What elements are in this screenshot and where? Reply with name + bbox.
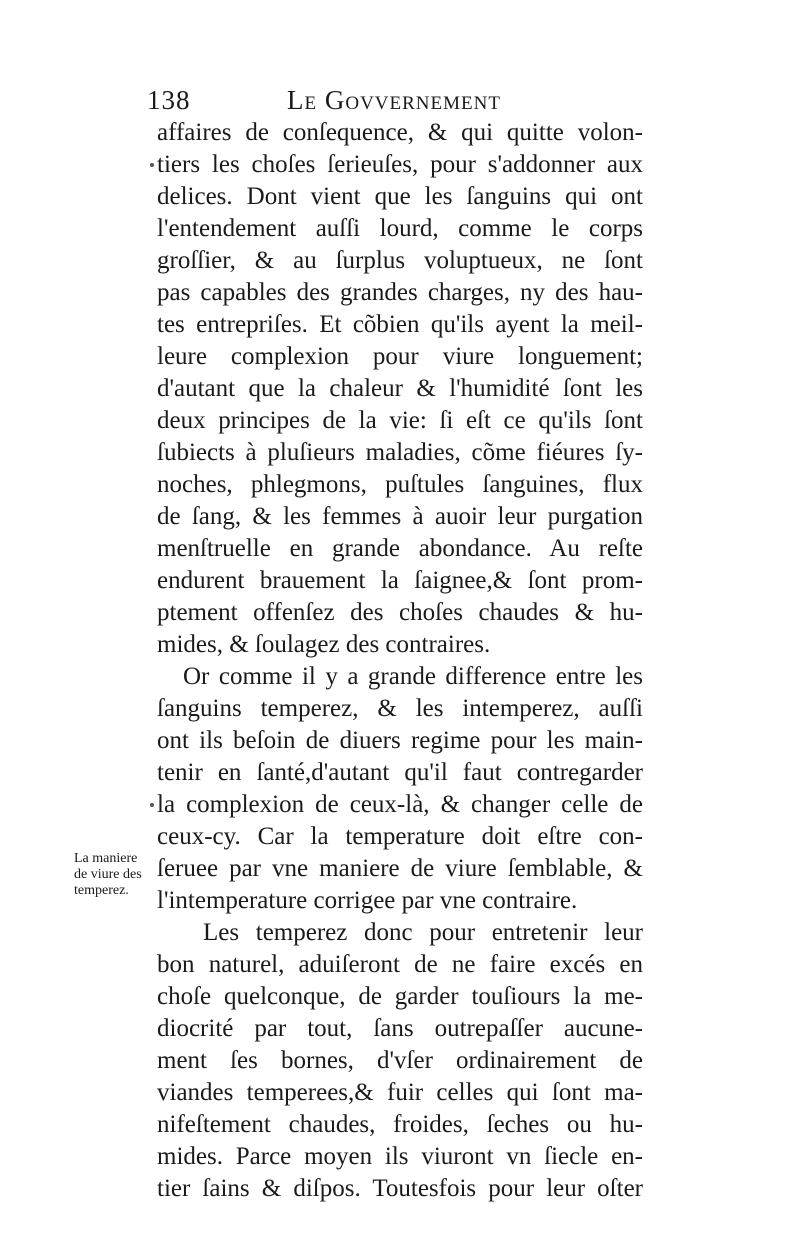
text-line: ſanguins temperez, & les intemperez, auſſi: [157, 695, 643, 722]
text-line: ont ils beſoin de diuers regime pour les main-: [157, 727, 643, 754]
text-line: Les temperez donc pour entretenir leur: [203, 919, 643, 946]
text-line: bon naturel, aduiſeront de ne faire excés en: [157, 951, 643, 978]
text-line: diocrité par tout, ſans outrepaſſer aucune-: [157, 1015, 643, 1042]
text-line: la complexion de ceux-là, & changer celle de: [157, 791, 643, 818]
text-line: tiers les choſes ſerieuſes, pour s'addonner aux: [157, 151, 643, 178]
text-line: delices. Dont vient que les ſanguins qui ont: [157, 183, 643, 210]
margin-note: [74, 851, 170, 899]
text-line: l'intemperature corrigee par vne contraire.: [157, 887, 578, 914]
text-line: l'entendement auſſi lourd, comme le corps: [157, 215, 643, 242]
text-line: tes entrepriſes. Et cõbien qu'ils ayent la meil-: [157, 311, 643, 338]
text-line: deux principes de la vie: ſi eſt ce qu'ils ſont: [157, 407, 643, 434]
text-line: groſſier, & au ſurplus voluptueux, ne ſont: [157, 247, 643, 274]
text-line: pas capables des grandes charges, ny des hau-: [157, 279, 643, 306]
text-line: viandes temperees,& fuir celles qui ſont ma-: [157, 1079, 643, 1106]
text-line: choſe quelconque, de garder touſiours la me-: [157, 983, 643, 1010]
text-line: tier ſains & diſpos. Toutesfois pour leur oſter: [157, 1175, 643, 1202]
margin-note-line: de viure des: [74, 867, 142, 882]
text-line: menſtruelle en grande abondance. Au reſte: [157, 535, 643, 562]
text-line: d'autant que la chaleur & l'humidité ſont les: [157, 375, 643, 402]
text-line: Or comme il y a grande difference entre les: [183, 663, 643, 690]
text-line: ſubiects à pluſieurs maladies, cõme fiéures ſy-: [157, 439, 643, 466]
text-line: noches, phlegmons, puſtules ſanguines, flux: [157, 471, 643, 498]
margin-note-line: La maniere: [74, 851, 138, 866]
text-line: tenir en ſanté,d'autant qu'il faut contregarder: [157, 759, 643, 786]
text-line: mides. Parce moyen ils viuront vn ſiecle en-: [157, 1143, 643, 1170]
page-number: 138: [147, 85, 191, 115]
margin-note-line: temperez.: [74, 883, 129, 898]
running-title: Le Govvernement: [287, 85, 501, 115]
text-line: ſeruee par vne maniere de viure ſemblable, &: [157, 855, 643, 882]
ink-speck: [150, 163, 154, 167]
text-line: ceux-cy. Car la temperature doit eſtre con-: [157, 823, 643, 850]
text-line: de ſang, & les femmes à auoir leur purgation: [157, 503, 643, 530]
text-line: ptement offenſez des choſes chaudes & hu-: [157, 599, 643, 626]
ink-speck: [150, 803, 154, 807]
text-line: endurent brauement la ſaignee,& ſont prom-: [157, 567, 643, 594]
text-line: affaires de conſequence, & qui quitte volon-: [157, 119, 643, 146]
text-line: nifeſtement chaudes, froides, ſeches ou hu-: [157, 1111, 643, 1138]
text-line: mides, & ſoulagez des contraires.: [157, 631, 491, 658]
text-line: ment ſes bornes, d'vſer ordinairement de: [157, 1047, 643, 1074]
text-line: leure complexion pour viure longuement;: [157, 343, 643, 370]
